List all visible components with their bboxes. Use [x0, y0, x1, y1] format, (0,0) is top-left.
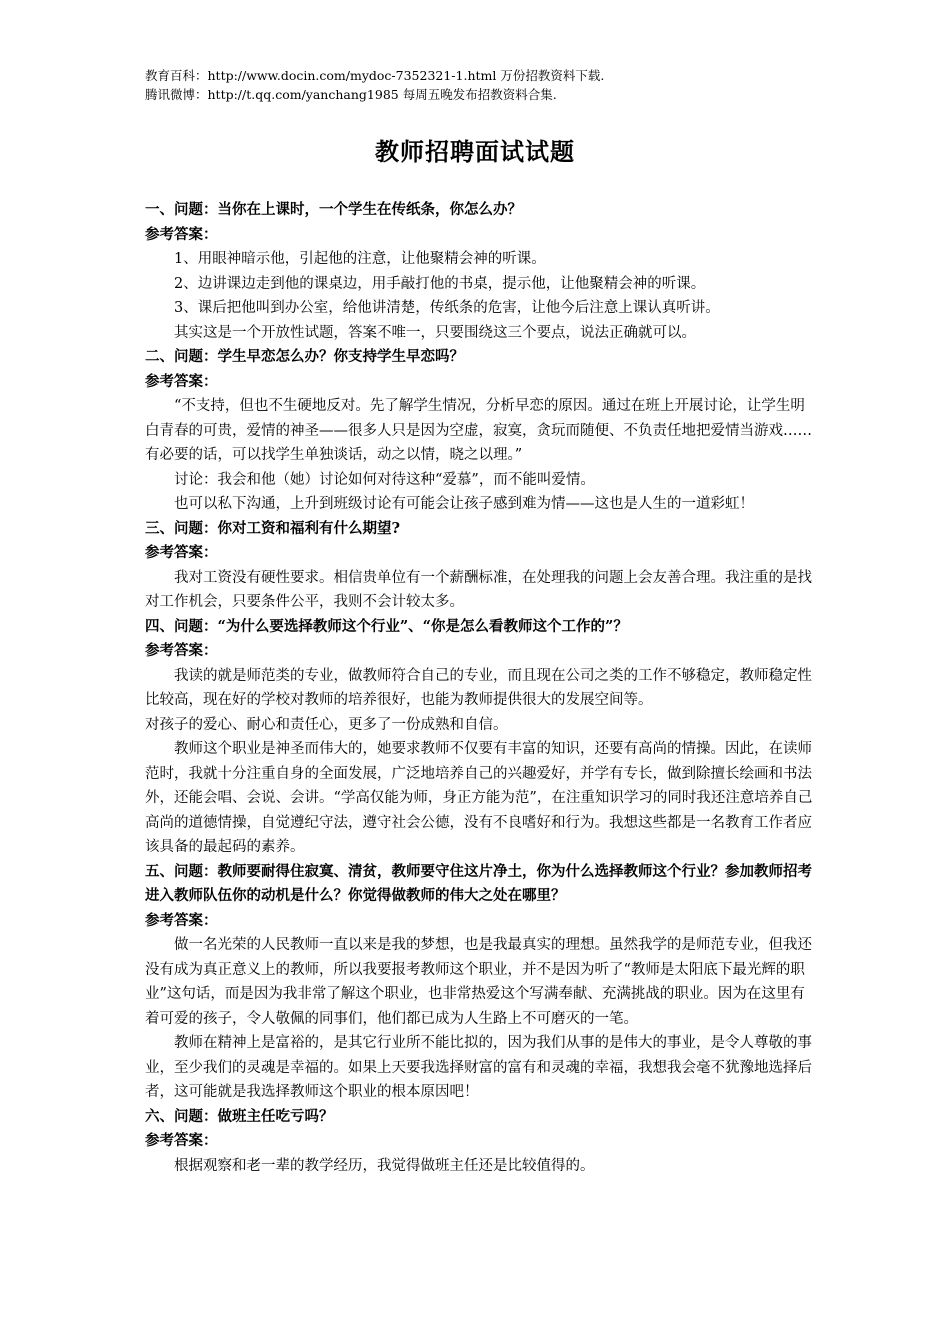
answer-label-3: 参考答案： — [145, 544, 218, 561]
question-2: 二、问题：学生早恋怎么办？你支持学生早恋吗？ — [145, 348, 464, 365]
answer-5-paragraph: 教师在精神上是富裕的，是其它行业所不能比拟的，因为我们从事的是伟大的事业，是令人尊敬的事业，至少我们的灵魂是幸福的。如果上天要我选择财富的富有和灵魂的幸福，我想我会毫不犹豫地选择后者，这可能就是我选择教师这个职业的根本原因吧！ — [145, 1035, 812, 1100]
answer-3-paragraph: 我对工资没有硬性要求。相信贵单位有一个薪酬标准，在处理我的问题上会友善合理。我注重的是找对工作机会，只要条件公平，我则不会计较太多。 — [145, 569, 812, 610]
document-title: 教师招聘面试试题 — [375, 137, 575, 166]
question-6: 六、问题：做班主任吃亏吗？ — [145, 1107, 334, 1125]
question-3: 三、问题：你对工资和福利有什么期望? — [145, 519, 400, 537]
question-5: 五、问题：教师要耐得住寂寞、清贫，教师要守住这片净土，你为什么选择教师这个行业？参加教师招考进入教师队伍你的动机是什么？你觉得做教师的伟大之处在哪里？ — [145, 862, 812, 904]
answer-4-paragraph: 对孩子的爱心、耐心和责任心，更多了一份成熟和自信。 — [145, 716, 508, 733]
answer-2-paragraph: 也可以私下沟通，上升到班级讨论有可能会让孩子感到难为情——这也是人生的一道彩虹！ — [174, 496, 754, 512]
answer-4-paragraph: 教师这个职业是神圣而伟大的，她要求教师不仅要有丰富的知识，还要有高尚的情操。因此，在读师范时，我就十分注重自身的全面发展，广泛地培养自己的兴趣爱好，并学有专长，做到除擅长绘画和书法外，还能会唱、会说、会讲。“学高仅能为师，身正方能为范”，在注重知识学习的同时我还注意培养自己高尚的道德情操，自觉遵纪守法，遵守社会公德，没有不良嗜好和行为。我想这些都是一名教育工作者应该具备的最起码的素养。 — [145, 741, 813, 855]
header-line-weibo: 腾讯微博：http://t.qq.com/yanchang1985 每周五晚发布招教资料合集. — [145, 87, 557, 102]
answer-2-paragraph: 讨论：我会和他（她）讨论如何对待这种“爱慕”，而不能叫爱情。 — [174, 471, 595, 488]
question-4: 四、问题：“为什么要选择教师这个行业”、“你是怎么看教师这个工作的”？ — [145, 617, 628, 635]
page-header — [145, 66, 604, 104]
answer-label-4: 参考答案： — [145, 642, 218, 659]
answer-label-6: 参考答案： — [145, 1132, 218, 1149]
answer-1-paragraph: 1、用眼神暗示他，引起他的注意，让他聚精会神的听课。 — [174, 251, 546, 267]
answer-6-paragraph: 根据观察和老一辈的教学经历，我觉得做班主任还是比较值得的。 — [174, 1157, 595, 1174]
answer-1-paragraph: 3、课后把他叫到办公室，给他讲清楚，传纸条的危害，让他今后注意上课认真听讲。 — [174, 300, 720, 316]
header-line-docin: 教育百科：http://www.docin.com/mydoc-7352321-1.html 万份招教资料下载. — [145, 68, 605, 83]
answer-label-2: 参考答案： — [145, 372, 218, 390]
answer-1-paragraph: 其实这是一个开放性试题，答案不唯一，只要围绕这三个要点，说法正确就可以。 — [174, 324, 696, 341]
answer-label-1: 参考答案： — [145, 225, 218, 243]
answer-5-paragraph: 做一名光荣的人民教师一直以来是我的梦想，也是我最真实的理想。虽然我学的是师范专业，但我还没有成为真正意义上的教师，所以我要报考教师这个职业，并不是因为听了“教师是太阳底下最光辉的职业”这句话，而是因为我非常了解这个职业，也非常热爱这个写满奉献、充满挑战的职业。因为在这里有着可爱的孩子，令人敬佩的同事们，他们都已成为人生路上不可磨灭的一笔。 — [145, 937, 812, 1027]
answer-1-paragraph: 2、边讲课边走到他的课桌边，用手敲打他的书桌，提示他，让他聚精会神的听课。 — [174, 275, 706, 292]
answer-2-paragraph: “不支持，但也不生硬地反对。先了解学生情况，分析早恋的原因。通过在班上开展讨论，让学生明白青春的可贵，爱情的神圣——很多人只是因为空虚，寂寞，贪玩而随便、不负责任地把爱情当游戏……有必要的话，可以找学生单独谈话，动之以情，晓之以理。” — [145, 398, 812, 463]
answer-4-paragraph: 我读的就是师范类的专业，做教师符合自己的专业，而且现在公司之类的工作不够稳定，教师稳定性比较高，现在好的学校对教师的培养很好，也能为教师提供很大的发展空间等。 — [145, 667, 812, 708]
answer-label-5: 参考答案： — [145, 911, 218, 929]
question-1: 一、问题：当你在上课时，一个学生在传纸条，你怎么办？ — [145, 201, 522, 218]
document-body — [145, 198, 813, 1178]
